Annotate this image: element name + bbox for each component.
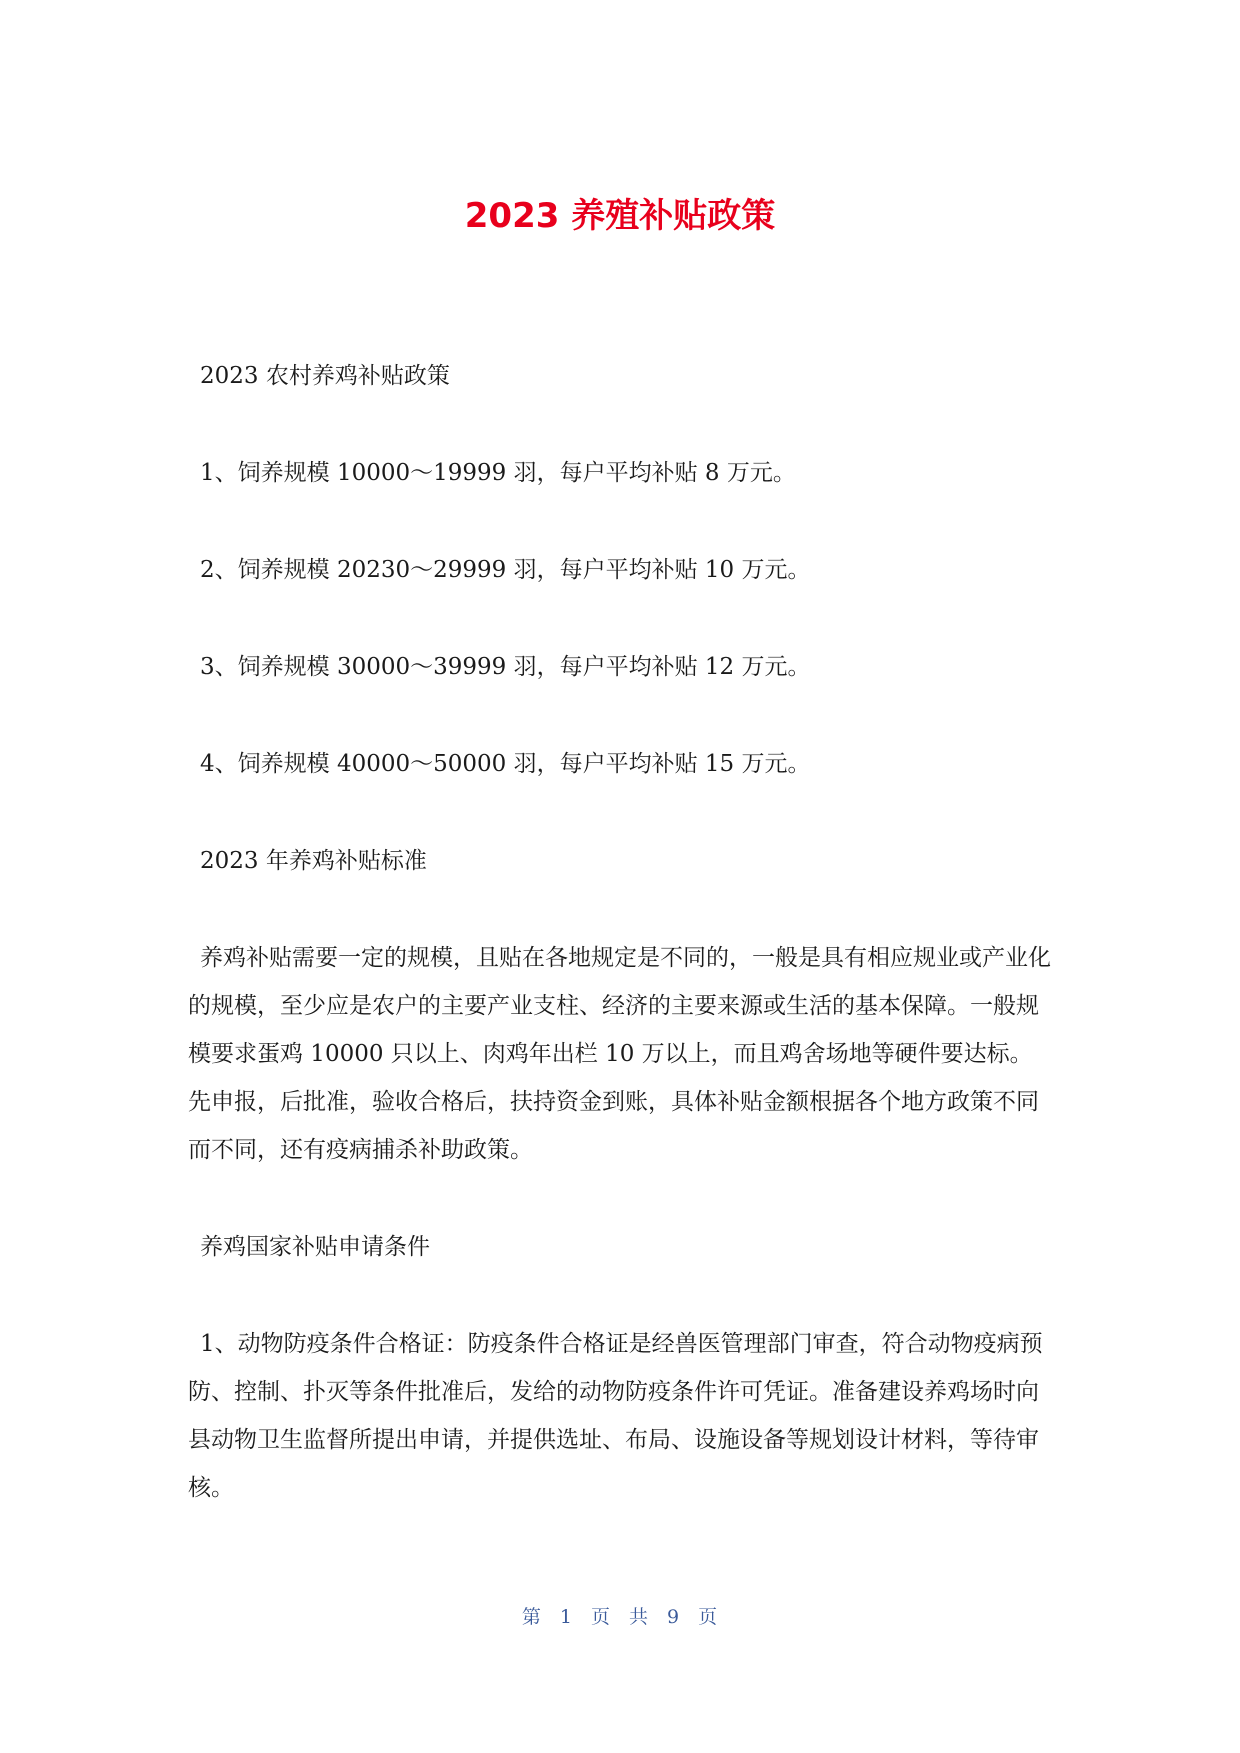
list-item-scale-3: 3、饲养规模 30000～39999 羽，每户平均补贴 12 万元。 [200, 654, 811, 680]
footer-ye: 页 [590, 1606, 611, 1628]
footer-total-pages: 9 [667, 1606, 681, 1628]
footer-ye-end: 页 [698, 1606, 719, 1628]
page-footer [0, 1602, 1240, 1629]
paragraph-subsidy-standard: 养鸡补贴需要一定的规模，且贴在各地规定是不同的，一般是具有相应规业或产业化的规模，至少应是农户的主要产业支柱、经济的主要来源或生活的基本保障。一般规模要求蛋鸡 10000 只以上、肉鸡年出栏 10 万以上，而且鸡舍场地等硬件要达标。先申报，后批准，验收合格后，扶持资金到账，具体补贴金额根据各个地方政策不同而不同，还有疫病捕杀补助政策。 [188, 945, 1051, 1163]
list-item-scale-1: 1、饲养规模 10000～19999 羽，每户平均补贴 8 万元。 [200, 460, 796, 486]
list-item-scale-2: 2、饲养规模 20230～29999 羽，每户平均补贴 10 万元。 [200, 557, 811, 583]
section-heading-subsidy-policy: 2023 农村养鸡补贴政策 [200, 363, 450, 389]
footer-di: 第 [521, 1606, 542, 1628]
section-heading-application-conditions: 养鸡国家补贴申请条件 [200, 1234, 430, 1260]
document-title: 2023 养殖补贴政策 [464, 196, 776, 236]
document-body [188, 352, 1054, 1512]
paragraph-epidemic-certificate: 1、动物防疫条件合格证：防疫条件合格证是经兽医管理部门审查，符合动物疫病预防、控制、扑灭等条件批准后，发给的动物防疫条件许可凭证。准备建设养鸡场时向县动物卫生监督所提出申请，并提供选址、布局、设施设备等规划设计材料，等待审核。 [188, 1331, 1043, 1501]
footer-page-number: 1 [559, 1606, 573, 1628]
section-heading-subsidy-standard: 2023 年养鸡补贴标准 [200, 848, 427, 874]
list-item-scale-4: 4、饲养规模 40000～50000 羽，每户平均补贴 15 万元。 [200, 751, 811, 777]
footer-gong: 共 [629, 1606, 650, 1628]
